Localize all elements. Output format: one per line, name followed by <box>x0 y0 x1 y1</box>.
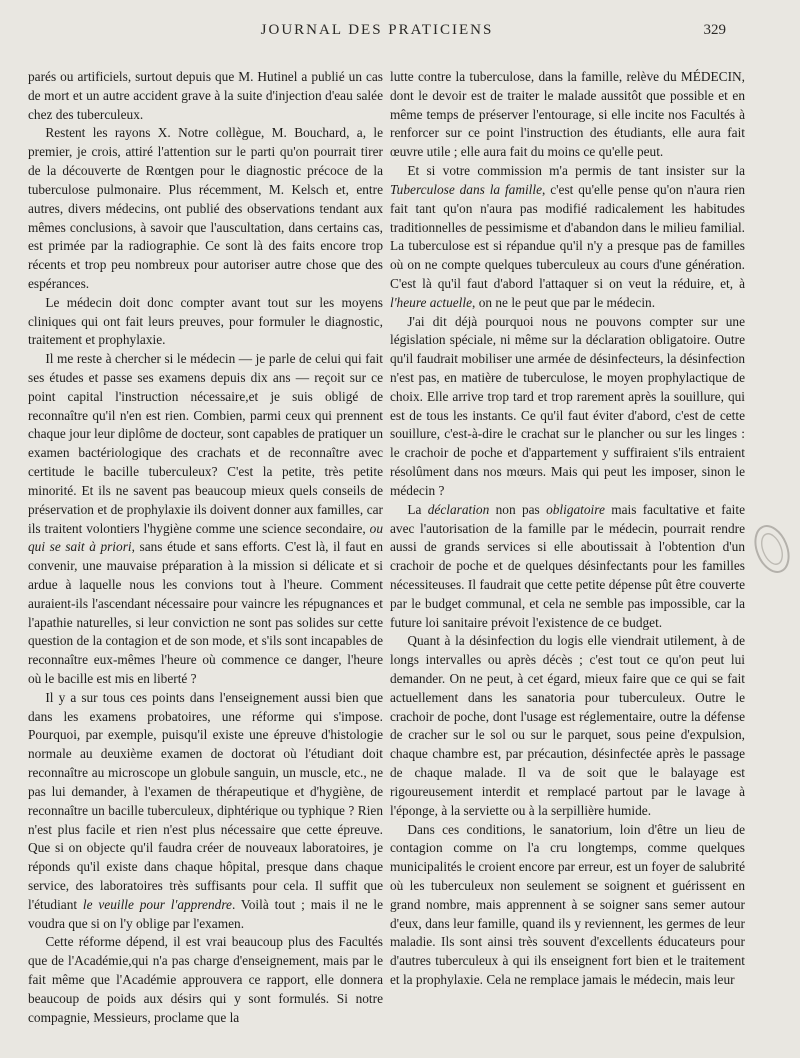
italic-text: ou qui se sait à priori <box>28 520 383 555</box>
text-run: , on ne le peut que par le médecin. <box>472 294 656 310</box>
text-run: , c'est qu'elle pense qu'on n'aura rien fait tant qu'on n'aura pas modifié radicalement les habitudes traditionnelles de pessimisme et d'abandon dans le milieu familial. La tuberculose est si répandue qu'il n'y a presque pas de familles où on ne compte quelques tuberculeux au cours d'une génération. C'est là qu'il faut d'abord l'attaquer si on veut la réduire, et, à <box>390 181 745 291</box>
italic-text: l'heure actuelle <box>390 294 473 310</box>
text-run: Il y a sur tous ces points dans l'enseignement aussi bien que dans les examens probatoires, une réforme qui s'impose. Pourquoi, par exemple, puisqu'il existe une épreuve d'histologie normale au deuxième examen de doctorat où l'étudiant doit reconnaître au microscope un globule sanguin, un muscle, etc., ne pas lui demander, à l'examen de thérapeutique et d'hygiène, de reconnaître un bacille tuberculeux, diphtérique ou typhique ? Rien n'est plus facile et rien n'est plus nécessaire que cette épreuve. Que si on objecte qu'il faudra créer de nouveaux laboratoires, je réponds qu'il existe dans chaque hôpital, presque dans chaque service, des laboratoires très suffisants pour cela. Il suffit que l'étudiant <box>28 689 383 912</box>
library-stamp-mark <box>742 513 800 585</box>
text-run: lutte contre la tuberculose, dans la famille, relève du MÉDECIN, dont le devoir est de traiter le malade aussitôt que possible et en même temps de préserver l'entourage, si elle incite nos Facultés à renforcer sur ce point l'instruction des étudiants, elle aura fait œuvre utile ; elle aura fait du moins ce qu'elle peut. <box>390 69 745 160</box>
text-run: Il me reste à chercher si le médecin — je parle de celui qui fait ses études et passe ses examens depuis dix ans — reçoit sur ce point capital l'instruction nécessaire,et je suis obligé de reconnaître qu'il n'en est rien. Combien, parmi ceux qui prennent chaque jour leur diplôme de docteur, sont capables de pratiquer un examen bactériologique des crachats et de reconnaître avec certitude le bacille tuberculeux? C'est la petite, très petite minorité. Et ils ne savent pas beaucoup mieux quels conseils de préservation et de prophylaxie ils doivent donner aux familles, car ils traitent volontiers l'hygiène comme une science secondaire, <box>28 351 383 536</box>
right-column <box>390 68 745 990</box>
left-paragraph <box>28 68 383 124</box>
text-run: , sans étude et sans efforts. C'est là, il faut en convenir, une mauvaise préparation à la mission si délicate et si ardue à laquelle nous les convions tout à l'heure. Comment auraient-ils l'ascendant nécessaire pour vaincre les répugnances et l'apathie naturelles, si leur conviction ne sont pas solides sur cette question de la contagion et de son mode, et s'ils sont incapables de reconnaître eux-mêmes l'heure où commence ce danger, l'heure où le bacille est mis en liberté ? <box>28 539 383 686</box>
page-header <box>28 22 726 46</box>
text-run: mais facultative et faite avec l'autorisation de la famille par le médecin, pourrait rendre aussi de grands services si elle aboutissait à l'obtention d'un crachoir de poche et de quelques désinfectants pour les familles nécessiteuses. Il faudrait que cette petite dépense pût être couverte par le budget communal, et cela ne semble pas impossible, car la future loi sanitaire prévoit l'existence de ce budget. <box>390 501 746 630</box>
text-run: Cette réforme dépend, il est vrai beaucoup plus des Facultés que de l'Académie,qui n'a pas charge d'enseignement, mais par le fait même que l'Académie approuvera ce rapport, elle donnera beaucoup de poids aux désirs qui y sont formulés. Si notre compagnie, Messieurs, proclame que la <box>28 934 383 1025</box>
text-run: J'ai dit déjà pourquoi nous ne pouvons compter sur une législation spéciale, ni même sur la déclaration obligatoire. Outre qu'il faudrait mobiliser une armée de désinfecteurs, la désinfection n'est pas, en matière de tuberculose, le moyen prophylactique de choix. Elle arrive trop tard et trop rarement après la souillure, qui est de tous les instants. Ce qu'il faut éviter d'abord, c'est de cette souillure, c'est-à-dire le crachat sur le plancher ou sur les linges : le crachoir de poche et d'appartement y suffiraient s'ils entraient résolûment dans nos mœurs. Mais qui peut les imposer, sinon le médecin ? <box>390 313 745 498</box>
right-paragraph <box>390 632 745 820</box>
running-head: JOURNAL DES PRATICIENS <box>260 22 494 38</box>
text-run: Et si votre commission m'a permis de tant insister sur la <box>407 163 745 179</box>
text-run: Restent les rayons X. Notre collègue, M. Bouchard, a, le premier, je crois, attiré l'attention sur le parti qu'on pourrait tirer de la découverte de Rœntgen pour le diagnostic précoce de la tuberculose pulmonaire. Plus récemment, M. Kelsch et, entre autres, divers médecins, ont publié des observations tendant aux mêmes conclusions, à savoir que l'auscultation, dans certains cas, est primée par la radiographie. Ce sont là des faits encore trop récents et trop peu nombreux pour autoriser autre chose que des espérances. <box>28 125 383 291</box>
right-paragraph <box>390 501 745 633</box>
left-paragraph <box>28 124 383 293</box>
italic-text: le veuille pour l'apprendre <box>82 896 232 912</box>
right-paragraph <box>390 162 745 313</box>
italic-text: déclaration <box>427 501 490 517</box>
text-run: parés ou artificiels, surtout depuis que M. Hutinel a publié un cas de mort et un autre accident grave à la suite d'injection d'eau salée chez des tuberculeux. <box>28 69 383 122</box>
left-paragraph <box>28 933 383 1027</box>
left-paragraph <box>28 689 383 934</box>
page-number: 329 <box>703 22 726 38</box>
left-paragraph <box>28 294 383 350</box>
left-column <box>28 68 383 1027</box>
text-run: Quant à la désinfection du logis elle viendrait utilement, à de longs intervalles ou après décès ; c'est tout ce qu'on peut lui demander. On ne peut, à cet égard, mieux faire que ce qui se fait actuellement dans les sanatoria pour tuberculeux. Outre le crachoir de poche, dont l'usage est réglementaire, outre la défense de cracher sur le sol ou sur le parquet, sous peine d'expulsion, chaque chambre est, par précaution, désinfectée après le passage de chaque malade. Il va de soit que le balayage est rigoureusement interdit et remplacé partout par le lavage à l'éponge, à la serviette ou à la serpillière humide. <box>390 633 745 818</box>
text-run: non pas <box>489 501 547 517</box>
left-paragraph <box>28 350 383 689</box>
text-run: . Voilà tout ; mais il ne le voudra que si on l'y oblige par l'examen. <box>28 896 383 931</box>
italic-text: obligatoire <box>546 501 605 517</box>
text-run: Le médecin doit donc compter avant tout sur les moyens cliniques qui ont fait leurs preuves, pour formuler le diagnostic, traitement et prophylaxie. <box>28 294 383 348</box>
text-run: Dans ces conditions, le sanatorium, loin d'être un lieu de contagion comme on l'a cru longtemps, comme quelques municipalités le croient encore par erreur, est un foyer de salubrité où les tuberculeux non seulement se soignent et guérissent en grand nombre, mais apprennent à se soigner sans semer autour d'eux, dans leur famille, quand ils y reviennent, les germes de leur maladie. Ils sont ainsi très souvent d'excellents éducateurs pour d'autres tuberculeux à qui ils enseignent fort bien et le traitement et la prophylaxie. Cela ne remplace jamais le médecin, mais leur <box>390 821 745 987</box>
right-paragraph <box>390 821 745 990</box>
right-paragraph <box>390 68 745 162</box>
text-run: La <box>407 501 428 517</box>
italic-text: Tuberculose dans la famille <box>390 181 543 197</box>
right-paragraph <box>390 313 745 501</box>
